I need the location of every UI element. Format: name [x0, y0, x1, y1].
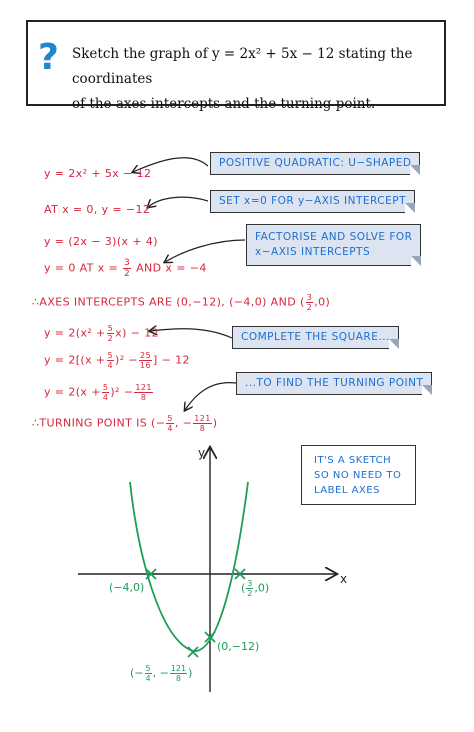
step-factorised: y = (2x − 3)(x + 4) — [44, 235, 158, 248]
step-complete-square-1: y = 2(x² + $\frac{5}{2}$ x) − 12 — [44, 324, 159, 343]
arrow-to-y-intercept — [148, 197, 208, 207]
step-x-roots — [44, 258, 207, 279]
question-mark-icon: ? — [38, 37, 59, 78]
cross-turning-point — [188, 647, 198, 657]
step-turning-point: ∴TURNING POINT IS (− $\frac{5}{4}$ , − $\frac{121}{8}$ ) — [32, 414, 218, 433]
label-right-intercept: ( $\frac{3}{2}$ ,0) — [241, 579, 270, 598]
step-axes-intercepts: ∴AXES INTERCEPTS ARE (0,−12), (−4,0) AND ( $\frac{3}{2}$ ,0) — [32, 293, 331, 312]
note-fold-icon — [389, 339, 399, 349]
fraction-3-2-b: $\frac{3}{2}$ — [306, 293, 313, 312]
note-complete-square: COMPLETE THE SQUARE... — [232, 326, 399, 349]
fraction-3-2: $\frac{3}{2}$ — [124, 258, 131, 279]
fraction-25-16: $\frac{25}{16}$ — [140, 351, 152, 370]
note-find-turning-point: ...TO FIND THE TURNING POINT — [236, 372, 432, 395]
question-line-1: Sketch the graph of y = 2x² + 5x − 12 stating the coordinates — [72, 46, 413, 87]
fraction-121-8-c: $\frac{121}{8}$ — [170, 664, 187, 683]
cross-y-intercept — [205, 632, 215, 642]
question-line-2: of the axes intercepts and the turning point. — [72, 96, 376, 112]
note-fold-icon — [405, 203, 415, 213]
y-axis-label: y — [198, 446, 206, 460]
fraction-5-4-c: $\frac{5}{4}$ — [167, 414, 173, 433]
note-fold-icon — [411, 256, 421, 266]
question-text — [72, 42, 440, 117]
fraction-5-4-b: $\frac{5}{4}$ — [102, 383, 109, 402]
fraction-5-4-d: $\frac{5}{4}$ — [145, 664, 151, 683]
cross-right — [235, 569, 245, 579]
note-sketch: IT'S A SKETCH SO NO NEED TO LABEL AXES — [301, 445, 416, 505]
parabola-curve — [130, 482, 248, 651]
step-quadratic: y = 2x² + 5x − 12 — [44, 167, 152, 180]
note-fold-icon — [422, 385, 432, 395]
note-factorise: FACTORISE AND SOLVE FOR x−AXIS INTERCEPTS — [246, 224, 421, 266]
note-positive-quadratic: POSITIVE QUADRATIC: U−SHAPED — [210, 152, 420, 175]
label-left-intercept: (−4,0) — [109, 581, 145, 594]
arrow-to-turning-point — [185, 383, 236, 410]
step-x-roots-suffix: AND x = −4 — [136, 261, 207, 275]
fraction-3-2-c: $\frac{3}{2}$ — [247, 579, 253, 598]
step-complete-square-2: y = 2[(x + $\frac{5}{4}$ )² − $\frac{25}{16}$ ] − 12 — [44, 351, 190, 370]
label-y-intercept: (0,−12) — [217, 640, 260, 653]
step-x-roots-prefix: y = 0 AT x = — [44, 261, 119, 275]
step-y-intercept: AT x = 0, y = −12 — [44, 203, 151, 216]
note-fold-icon — [410, 165, 420, 175]
fraction-121-8: $\frac{121}{8}$ — [135, 383, 152, 402]
cross-left — [146, 569, 156, 579]
fraction-121-8-b: $\frac{121}{8}$ — [194, 414, 211, 433]
note-set-x-zero: SET x=0 FOR y−AXIS INTERCEPT — [210, 190, 415, 213]
x-axis-label: x — [340, 572, 348, 586]
arrow-to-complete-square — [150, 329, 232, 338]
fraction-5-4: $\frac{5}{4}$ — [107, 351, 114, 370]
fraction-5-2: $\frac{5}{2}$ — [107, 324, 114, 343]
label-turning-point: (− $\frac{5}{4}$ , − $\frac{121}{8}$ ) — [130, 664, 193, 683]
step-complete-square-3: y = 2(x + $\frac{5}{4}$ )² − $\frac{121}{8}$ — [44, 383, 152, 402]
